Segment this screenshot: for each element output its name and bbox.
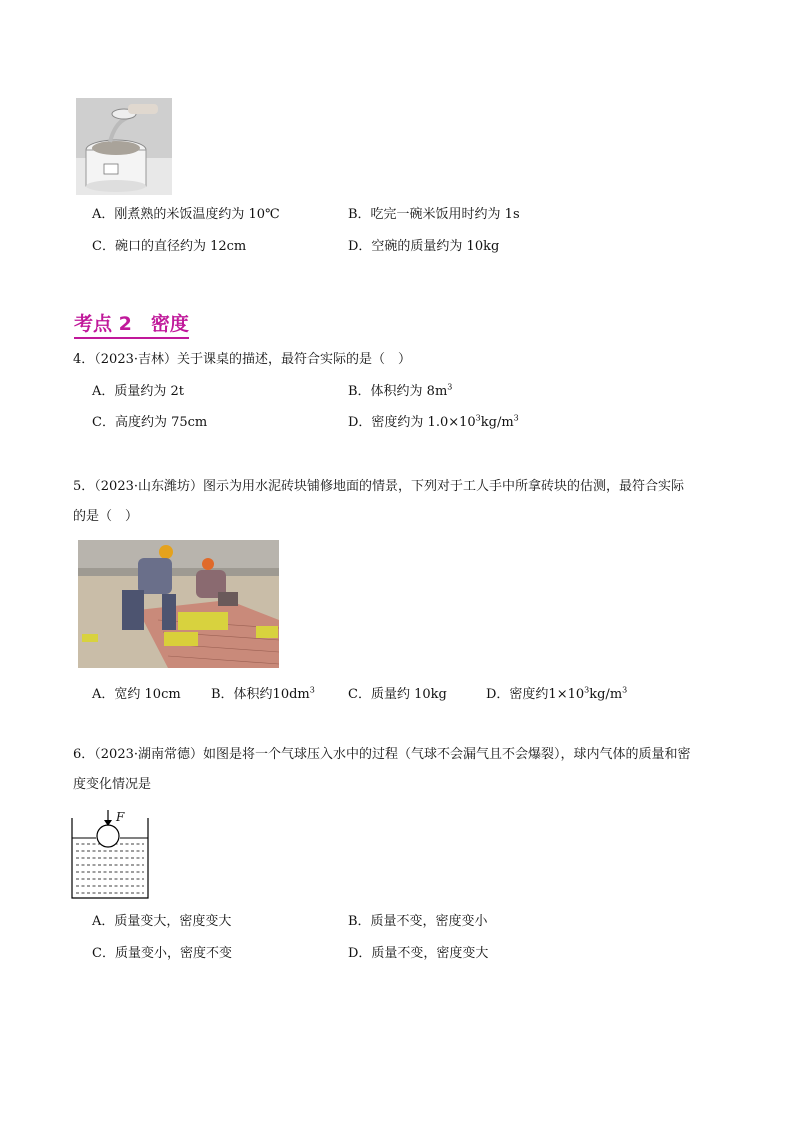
q4-option-d-sup1: 3 [475, 413, 481, 423]
q3-option-d: D．空碗的质量约为 10kg [348, 239, 500, 254]
q5-stem-line1: 5．（2023·山东潍坊）图示为用水泥砖块铺修地面的情景，下列对于工人手中所拿砖块的估测，最符合实际 [73, 479, 684, 494]
q6-option-b: B．质量不变，密度变小 [348, 914, 488, 929]
q4-option-b-text: B．体积约为 8m [348, 384, 448, 399]
section-heading: 考点 2 密度 [74, 312, 189, 339]
balloon-water-figure [70, 808, 152, 902]
q5-option-b-sup: 3 [309, 685, 315, 695]
q5-option-d-unit: kg/m [589, 687, 623, 702]
q4-option-d [348, 414, 519, 432]
q5-option-d [486, 686, 627, 704]
q4-option-d-text: D．密度约为 1.0×10 [348, 415, 476, 430]
q6-option-d: D．质量不变，密度变大 [348, 946, 489, 961]
q6-option-c: C．质量变小，密度不变 [92, 946, 232, 961]
q6-option-a: A．质量变大，密度变大 [92, 914, 232, 929]
q4-option-b-sup: 3 [447, 382, 453, 392]
q3-option-a: A．刚煮熟的米饭温度约为 10℃ [92, 207, 280, 222]
q5-option-b [211, 686, 315, 704]
q5-option-d-text: D．密度约1×10 [486, 687, 585, 702]
q5-stem-line2: 的是（ ） [73, 509, 139, 524]
force-label: F [116, 810, 125, 824]
q4-stem: 4．（2023·吉林）关于课桌的描述，最符合实际的是（ ） [73, 352, 411, 367]
q5-option-d-sup2: 3 [622, 685, 628, 695]
q4-option-b [348, 383, 452, 401]
q4-option-c: C．高度约为 75cm [92, 415, 208, 430]
q6-stem-line1: 6．（2023·湖南常德）如图是将一个气球压入水中的过程（气球不会漏气且不会爆裂），球内气体的质量和密 [73, 747, 691, 762]
q5-option-a: A．宽约 10cm [92, 687, 181, 702]
q4-option-a: A．质量约为 2t [92, 384, 185, 399]
q4-option-d-unit: kg/m [480, 415, 514, 430]
rice-cooker-photo [76, 98, 172, 195]
workers-paving-photo [78, 540, 279, 668]
q6-stem-line2: 度变化情况是 [73, 777, 152, 792]
q5-option-b-text: B．体积约10dm [211, 687, 310, 702]
q5-option-d-sup1: 3 [584, 685, 590, 695]
q3-option-b: B．吃完一碗米饭用时约为 1s [348, 207, 520, 222]
q4-option-d-sup2: 3 [513, 413, 519, 423]
q5-option-c: C．质量约 10kg [348, 687, 447, 702]
q3-option-c: C．碗口的直径约为 12cm [92, 239, 247, 254]
